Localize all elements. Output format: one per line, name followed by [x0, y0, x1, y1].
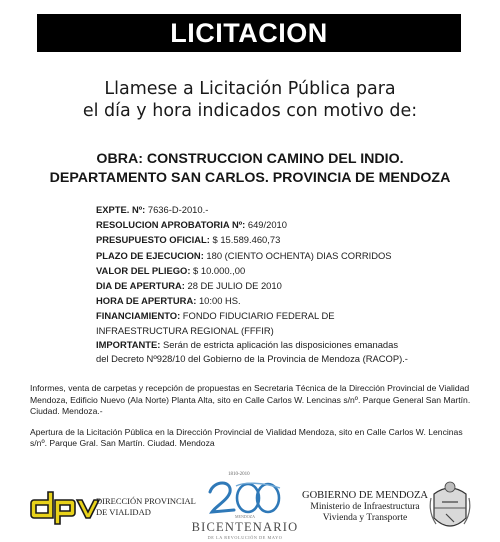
- detail-label: EXPTE. Nº:: [96, 204, 146, 215]
- obra-heading: [20, 150, 480, 188]
- info-paragraph-apertura: Apertura de la Licitación Pública en la Dirección Provincial de Vialidad Mendoza, sito en Calle Carlos W. Lencinas s/nº. Parque Gral. San Martín. Ciudad. Mendoza: [30, 426, 463, 448]
- detail-label: HORA DE APERTURA:: [96, 295, 197, 307]
- detail-value: 649/2010: [245, 219, 287, 231]
- dpv-line-2: DE VIALIDAD: [96, 507, 151, 517]
- detail-row: [96, 293, 486, 308]
- detail-label: VALOR DEL PLIEGO:: [96, 264, 191, 276]
- detail-label: DIA DE APERTURA:: [96, 279, 185, 291]
- detail-label: PRESUPUESTO OFICIAL:: [96, 234, 210, 246]
- detail-row: [96, 248, 486, 263]
- detail-value: FONDO FIDUCIARIO FEDERAL DE: [180, 310, 335, 322]
- logos-footer: [0, 468, 500, 542]
- dpv-logo-text: [96, 496, 196, 518]
- details-list: [96, 202, 486, 366]
- bicentenario-subtitle: DE LA REVOLUCIÓN DE MAYO: [207, 535, 283, 540]
- detail-row: [96, 308, 486, 323]
- detail-row: [96, 217, 486, 232]
- detail-value: del Decreto Nº928/10 del Gobierno de la Provincia de Mendoza (RACOP).-: [96, 353, 408, 365]
- detail-row: [96, 352, 486, 366]
- detail-label: RESOLUCION APROBATORIA Nº:: [96, 219, 246, 231]
- bicentenario-small-text: MENDOZA: [235, 514, 255, 519]
- detail-value: 7636-D-2010.-: [145, 204, 209, 215]
- detail-value: 10:00 HS.: [196, 295, 241, 307]
- dpv-line-1: DIRECCIÓN PROVINCIAL: [96, 496, 196, 506]
- gobierno-line-1: GOBIERNO DE MENDOZA: [302, 490, 428, 501]
- page-title: LICITACION: [170, 17, 328, 48]
- info-paragraph-informes: Informes, venta de carpetas y recepción de propuestas en Secretaria Técnica de la Dirección Provincial de Vialidad Mendoza, Edificio Nuevo (Ala Norte) Planta Alta, sito en Calle Carlos W. Lencinas s/nº. Parque General San Martín. Ciudad. Mendoza.-: [30, 383, 471, 416]
- bicentenario-word: BICENTENARIO: [191, 520, 299, 534]
- detail-label: FINANCIAMIENTO:: [96, 310, 181, 322]
- gobierno-line-2: Ministerio de Infraestructura: [310, 502, 420, 512]
- detail-row: [96, 202, 486, 217]
- intro-text: [40, 78, 460, 122]
- mendoza-seal-icon: [428, 478, 472, 536]
- bicentenario-200-icon: [204, 478, 286, 516]
- detail-value: $ 15.589.460,73: [209, 234, 281, 246]
- page-title-banner: [37, 14, 461, 52]
- intro-line-2: el día y hora indicados con motivo de:: [82, 101, 418, 121]
- detail-value: $ 10.000.,00: [190, 264, 246, 276]
- detail-value: Serán de estricta aplicación las disposiciones emanadas: [160, 339, 399, 351]
- bicentenario-logo: [190, 472, 300, 542]
- detail-row: [96, 324, 486, 338]
- gobierno-mendoza-logo: [300, 490, 430, 524]
- detail-row: [96, 263, 486, 278]
- detail-label: PLAZO DE EJECUCION:: [96, 249, 204, 261]
- detail-value: 28 DE JULIO DE 2010: [184, 279, 282, 291]
- gobierno-line-3: Vivienda y Transporte: [322, 513, 408, 523]
- obra-line-1: OBRA: CONSTRUCCION CAMINO DEL INDIO.: [96, 151, 404, 167]
- detail-value: 180 (CIENTO OCHENTA) DIAS CORRIDOS: [203, 249, 392, 261]
- detail-label: IMPORTANTE:: [96, 339, 161, 351]
- bicentenario-years: 1810-2010: [228, 472, 250, 477]
- detail-row: [96, 337, 486, 352]
- intro-line-1: Llamese a Licitación Pública para: [104, 79, 396, 99]
- info-section: [30, 383, 480, 459]
- obra-line-2: DEPARTAMENTO SAN CARLOS. PROVINCIA DE MENDOZA: [49, 170, 451, 186]
- detail-value: INFRAESTRUCTURA REGIONAL (FFFIR): [96, 324, 274, 336]
- detail-row: [96, 278, 486, 293]
- detail-row: [96, 232, 486, 247]
